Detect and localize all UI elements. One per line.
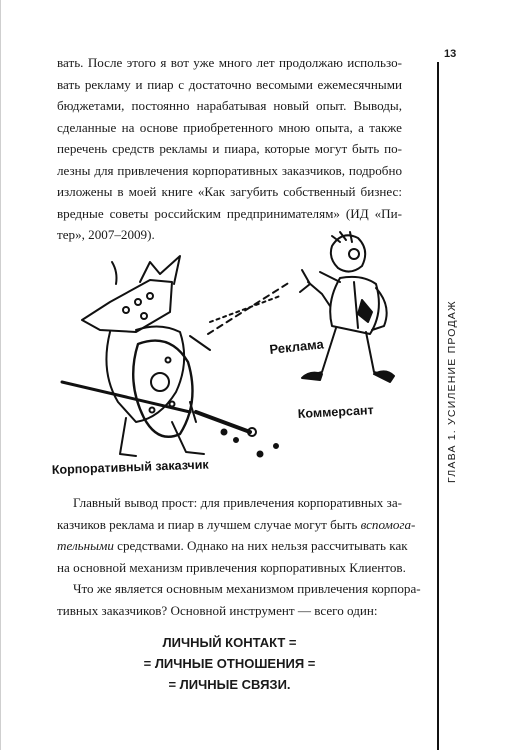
armored-knight-drawing <box>62 256 290 457</box>
italic-text: вспомога- <box>360 516 416 532</box>
text-line <box>57 514 416 536</box>
text-line: тивных заказчиков? Основной инструмент — всего один: <box>57 602 378 618</box>
page-number: 13 <box>444 48 457 60</box>
formula-line: ЛИЧНЫЙ КОНТАКТ = <box>162 635 297 650</box>
text-line <box>57 535 408 557</box>
label-merchant: Коммерсант <box>297 403 374 421</box>
text-line: Что же является основным механизмом привлечения корпора- <box>73 581 421 596</box>
text-line: сделанные на основе приобретенного мною опыта, а также <box>57 119 402 135</box>
text-line: тер», 2007–2009). <box>57 227 155 242</box>
text-fragment: средствами. Однако на них нельзя рассчитывать как <box>113 538 408 553</box>
paragraph-intro <box>57 52 402 246</box>
paragraph-main-conclusion <box>57 492 416 578</box>
chapter-label: ГЛАВА 1. УСИЛЕНИЕ ПРОДАЖ <box>446 300 458 483</box>
paragraph-question <box>57 578 421 621</box>
text-line: бюджетами, постоянно нарабатывая новый опыт. Выводы, <box>57 98 402 113</box>
text-line: вредные советы российским предпринимателям» (ИД «Пи- <box>57 205 402 221</box>
text-line: вать рекламу и пиар с достаточно весомыми ежемесячными <box>57 76 402 92</box>
text-line: Главный вывод прост: для привлечения корпоративных за- <box>73 495 402 510</box>
label-corporate-client: Корпоративный заказчик <box>51 457 209 477</box>
text-fragment: казчиков реклама и пиар в лучшем случае могут быть <box>57 516 361 532</box>
italic-text: тельными <box>57 538 114 553</box>
text-line: перечень средств рекламы и пиара, которые могут быть по- <box>57 141 402 156</box>
cartoon-illustration <box>40 222 440 480</box>
merchant-man-drawing <box>300 232 394 382</box>
text-line: на основной механизм привлечения корпоративных Клиентов. <box>57 559 406 575</box>
label-advertising: Реклама <box>268 336 325 357</box>
key-formula <box>57 632 402 695</box>
formula-line: = ЛИЧНЫЕ ОТНОШЕНИЯ = <box>143 656 316 671</box>
formula-line: = ЛИЧНЫЕ СВЯЗИ. <box>168 677 291 692</box>
text-line: изложены в моей книге «Как загубить собственный бизнес: <box>57 184 402 199</box>
text-line: лезны для привлечения корпоративных заказчиков, подробно <box>57 162 402 178</box>
text-line: вать. После этого я вот уже много лет продолжаю использо- <box>57 55 402 70</box>
